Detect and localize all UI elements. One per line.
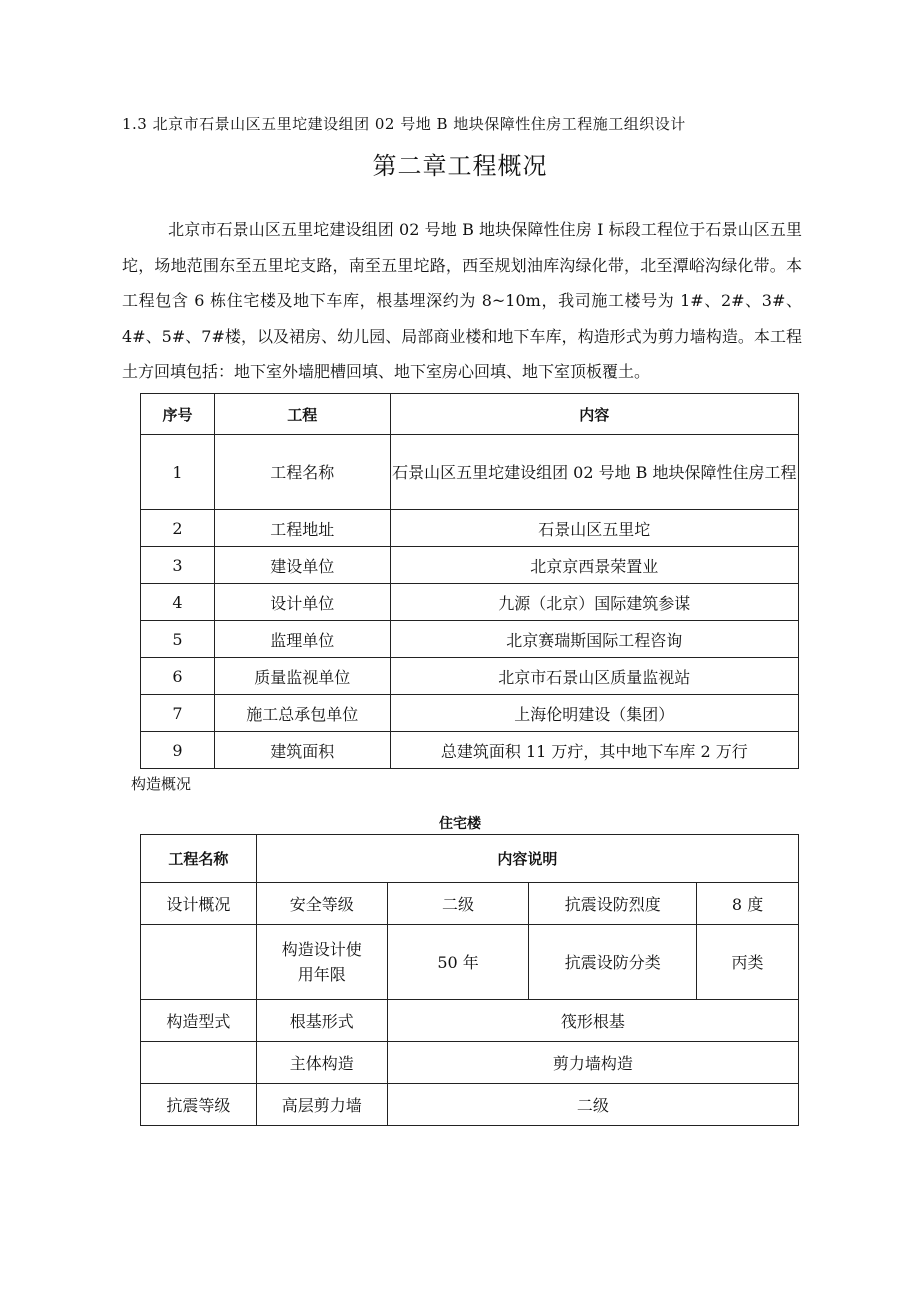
table-row xyxy=(141,883,799,925)
table-row xyxy=(141,925,799,1000)
table-row xyxy=(141,1042,799,1084)
row-label: 设计概况 xyxy=(141,883,257,925)
row-value: 50 年 xyxy=(387,925,529,1000)
header-project-name: 工程名称 xyxy=(141,835,257,883)
row-content: 石景山区五里坨建设组团 02 号地 B 地块保障性住房工程 xyxy=(390,435,798,510)
row-no: 6 xyxy=(141,658,215,695)
row-value: 8 度 xyxy=(697,883,799,925)
row-item: 工程地址 xyxy=(214,510,390,547)
overview-paragraph-text: 北京市石景山区五里坨建设组团 02 号地 B 地块保障性住房 I 标段工程位于石景山区五里坨，场地范围东至五里坨支路，南至五里坨路，西至规划油库沟绿化带，北至潭峪沟绿化带。本工程包含 6 栋住宅楼及地下车库，根基埋深约为 8~10m，我司施工楼号为 1#、2#、3#、4#、5#、7#楼，以及裙房、幼儿园、局部商业楼和地下车库，构造形式为剪力墙构造。本工程土方回填包括：地下室外墙肥槽回填、地下室房心回填、地下室顶板覆土。 xyxy=(122,220,802,381)
row-content: 上海伦明建设（集团） xyxy=(390,695,798,732)
row-no: 5 xyxy=(141,621,215,658)
table-row xyxy=(141,732,799,769)
row-item: 建设单位 xyxy=(214,547,390,584)
row-key: 抗震设防分类 xyxy=(529,925,697,1000)
residential-caption: 住宅楼 xyxy=(439,816,481,832)
header-no: 序号 xyxy=(141,394,215,435)
row-item: 工程名称 xyxy=(214,435,390,510)
row-content: 九源（北京）国际建筑参谋 xyxy=(390,584,798,621)
document-header: 1.3 北京市石景山区五里坨建设组团 02 号地 B 地块保障性住房工程施工组织设计 xyxy=(122,115,686,133)
row-value: 丙类 xyxy=(697,925,799,1000)
row-item: 建筑面积 xyxy=(214,732,390,769)
table-row xyxy=(141,435,799,510)
table-row xyxy=(141,547,799,584)
row-no: 1 xyxy=(141,435,215,510)
header-content-desc: 内容说明 xyxy=(256,835,798,883)
project-info-table xyxy=(140,393,799,769)
table-row xyxy=(141,1084,799,1126)
row-content: 北京市石景山区质量监视站 xyxy=(390,658,798,695)
row-label: 构造型式 xyxy=(141,1000,257,1042)
header-item: 工程 xyxy=(214,394,390,435)
row-item: 设计单位 xyxy=(214,584,390,621)
row-content: 北京赛瑞斯国际工程咨询 xyxy=(390,621,798,658)
row-item: 质量监视单位 xyxy=(214,658,390,695)
residential-table xyxy=(140,834,799,1126)
row-content: 总建筑面积 11 万疔，其中地下车库 2 万行 xyxy=(390,732,798,769)
header-content: 内容 xyxy=(390,394,798,435)
row-item: 施工总承包单位 xyxy=(214,695,390,732)
table-row xyxy=(141,1000,799,1042)
row-key xyxy=(256,925,387,1000)
table-row xyxy=(141,658,799,695)
structure-caption: 构造概况 xyxy=(131,775,192,793)
table-row xyxy=(141,510,799,547)
table-row xyxy=(141,584,799,621)
table-header-row xyxy=(141,835,799,883)
overview-paragraph xyxy=(122,212,802,390)
row-key: 抗震设防烈度 xyxy=(529,883,697,925)
row-key: 高层剪力墙 xyxy=(256,1084,387,1126)
row-key: 安全等级 xyxy=(256,883,387,925)
row-no: 3 xyxy=(141,547,215,584)
chapter-title: 第二章工程概况 xyxy=(372,152,548,180)
row-no: 4 xyxy=(141,584,215,621)
row-key: 主体构造 xyxy=(256,1042,387,1084)
row-item: 监理单位 xyxy=(214,621,390,658)
row-no: 7 xyxy=(141,695,215,732)
row-value: 二级 xyxy=(387,883,529,925)
row-value: 二级 xyxy=(387,1084,798,1126)
table-header-row xyxy=(141,394,799,435)
row-no: 9 xyxy=(141,732,215,769)
row-no: 2 xyxy=(141,510,215,547)
row-content: 石景山区五里坨 xyxy=(390,510,798,547)
row-key-text: 构造设计使用年限 xyxy=(281,940,362,984)
row-label xyxy=(141,925,257,1000)
row-value: 剪力墙构造 xyxy=(387,1042,798,1084)
table-row xyxy=(141,621,799,658)
table-row xyxy=(141,695,799,732)
row-content: 北京京西景荣置业 xyxy=(390,547,798,584)
row-key: 根基形式 xyxy=(256,1000,387,1042)
row-label xyxy=(141,1042,257,1084)
row-label: 抗震等级 xyxy=(141,1084,257,1126)
row-value: 筏形根基 xyxy=(387,1000,798,1042)
